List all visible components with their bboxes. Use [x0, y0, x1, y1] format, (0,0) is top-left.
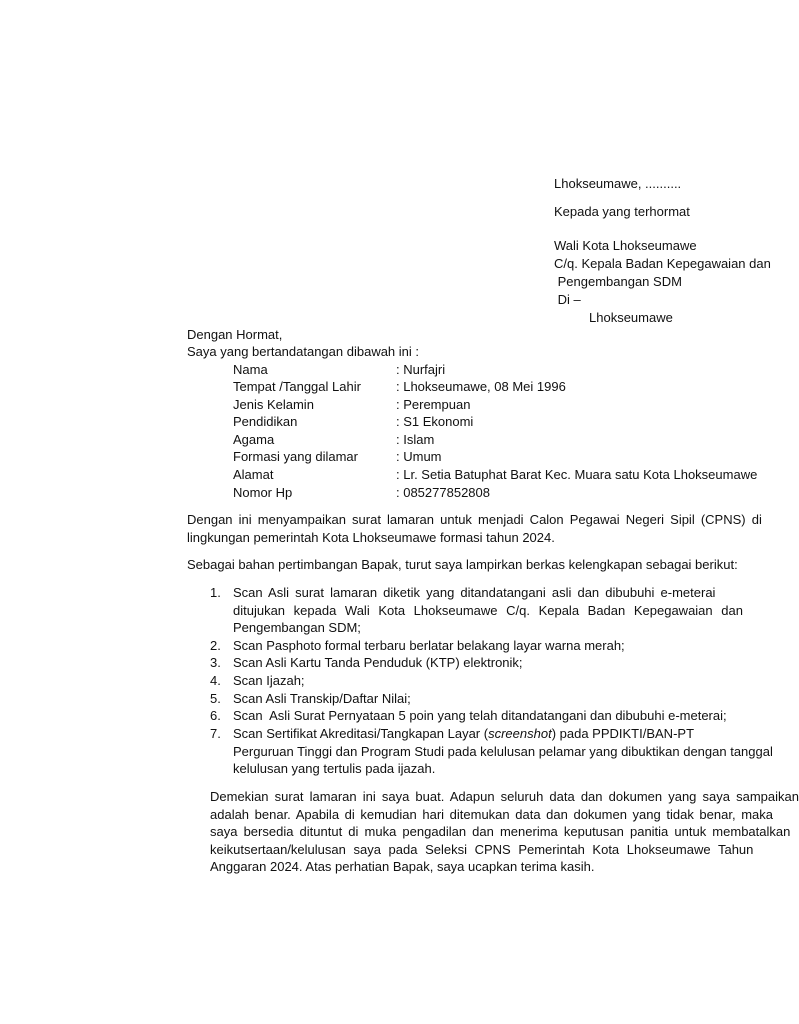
body-para2: Sebagai bahan pertimbangan Bapak, turut saya lampirkan berkas kelengkapan sebagai berikut:	[187, 557, 738, 572]
list-item-line	[233, 725, 694, 742]
list-item-line: Scan Asli surat lamaran diketik yang ditandatangani asli dan dibubuhi e-meterai	[233, 585, 716, 600]
field-value: : 085277852808	[396, 485, 490, 500]
closing-line-4: keikutsertaan/kelulusan saya pada Seleksi CPNS Pemerintah Kota Lhokseumawe Tahun	[210, 842, 754, 857]
addressee-intro: Kepada yang terhormat	[554, 204, 690, 219]
field-label: Pendidikan	[233, 414, 298, 429]
list-item-line: Scan Ijazah;	[233, 673, 305, 688]
field-value: : Umum	[396, 449, 442, 464]
field-value: : Lr. Setia Batuphat Barat Kec. Muara satu Kota Lhokseumawe	[396, 467, 758, 482]
field-label: Agama	[233, 432, 275, 447]
list-item-line: Scan Asli Surat Pernyataan 5 poin yang telah ditandatangani dan dibubuhi e-meterai;	[233, 708, 727, 723]
list-item-emphasis: screenshot	[488, 726, 552, 741]
list-item-line: Scan Asli Transkip/Daftar Nilai;	[233, 691, 411, 706]
closing-line-2: adalah benar. Apabila di kemudian hari ditemukan data dan dokumen yang tidak benar, maka	[210, 807, 773, 822]
list-number: 5.	[210, 691, 221, 706]
closing-line-3: saya bersedia dituntut di muka pengadilan dan menerima keputusan panitia untuk membatalkan	[210, 824, 791, 839]
place-date: Lhokseumawe, ..........	[554, 176, 682, 191]
field-value: : Lhokseumawe, 08 Mei 1996	[396, 379, 566, 394]
field-value: : Nurfajri	[396, 362, 446, 377]
list-number: 6.	[210, 708, 221, 723]
recipient-line-5: Lhokseumawe	[589, 310, 673, 325]
list-number: 2.	[210, 638, 221, 653]
body-para1-line2: lingkungan pemerintah Kota Lhokseumawe formasi tahun 2024.	[187, 530, 555, 545]
closing-line-1: Demekian surat lamaran ini saya buat. Adapun seluruh data dan dokumen yang saya sampaikan	[210, 789, 799, 804]
closing-line-5: Anggaran 2024. Atas perhatian Bapak, saya ucapkan terima kasih.	[210, 859, 595, 874]
body-para1-line1: Dengan ini menyampaikan surat lamaran untuk menjadi Calon Pegawai Negeri Sipil (CPNS) di	[187, 512, 762, 527]
recipient-line-1: Wali Kota Lhokseumawe	[554, 238, 697, 253]
list-number: 1.	[210, 585, 221, 600]
list-number: 7.	[210, 726, 221, 741]
field-label: Tempat /Tanggal Lahir	[233, 379, 361, 394]
recipient-line-2: C/q. Kepala Badan Kepegawaian dan	[554, 256, 771, 271]
recipient-line-4: Di –	[554, 292, 581, 307]
list-item-line: Scan Asli Kartu Tanda Penduduk (KTP) elektronik;	[233, 655, 523, 670]
list-item-line: Pengembangan SDM;	[233, 620, 361, 635]
list-number: 3.	[210, 655, 221, 670]
intro-text: Saya yang bertandatangan dibawah ini :	[187, 344, 420, 359]
list-item-line: Perguruan Tinggi dan Program Studi pada kelulusan pelamar yang dibuktikan dengan tanggal	[233, 744, 773, 759]
list-item-text: ) pada PPDIKTI/BAN-PT	[551, 726, 695, 741]
recipient-line-3: Pengembangan SDM	[554, 274, 682, 289]
field-label: Alamat	[233, 467, 274, 482]
field-label: Jenis Kelamin	[233, 397, 314, 412]
list-item-line: Scan Pasphoto formal terbaru berlatar belakang layar warna merah;	[233, 638, 625, 653]
list-item-line: ditujukan kepada Wali Kota Lhokseumawe C/q. Kepala Badan Kepegawaian dan	[233, 603, 743, 618]
list-number: 4.	[210, 673, 221, 688]
field-value: : S1 Ekonomi	[396, 414, 474, 429]
list-item-line: kelulusan yang tertulis pada ijazah.	[233, 761, 436, 776]
salutation: Dengan Hormat,	[187, 327, 283, 342]
field-label: Nama	[233, 362, 268, 377]
field-label: Nomor Hp	[233, 485, 293, 500]
field-value: : Islam	[396, 432, 435, 447]
list-item-text: Scan Sertifikat Akreditasi/Tangkapan Layar (	[233, 726, 489, 741]
field-value: : Perempuan	[396, 397, 471, 412]
field-label: Formasi yang dilamar	[233, 449, 358, 464]
